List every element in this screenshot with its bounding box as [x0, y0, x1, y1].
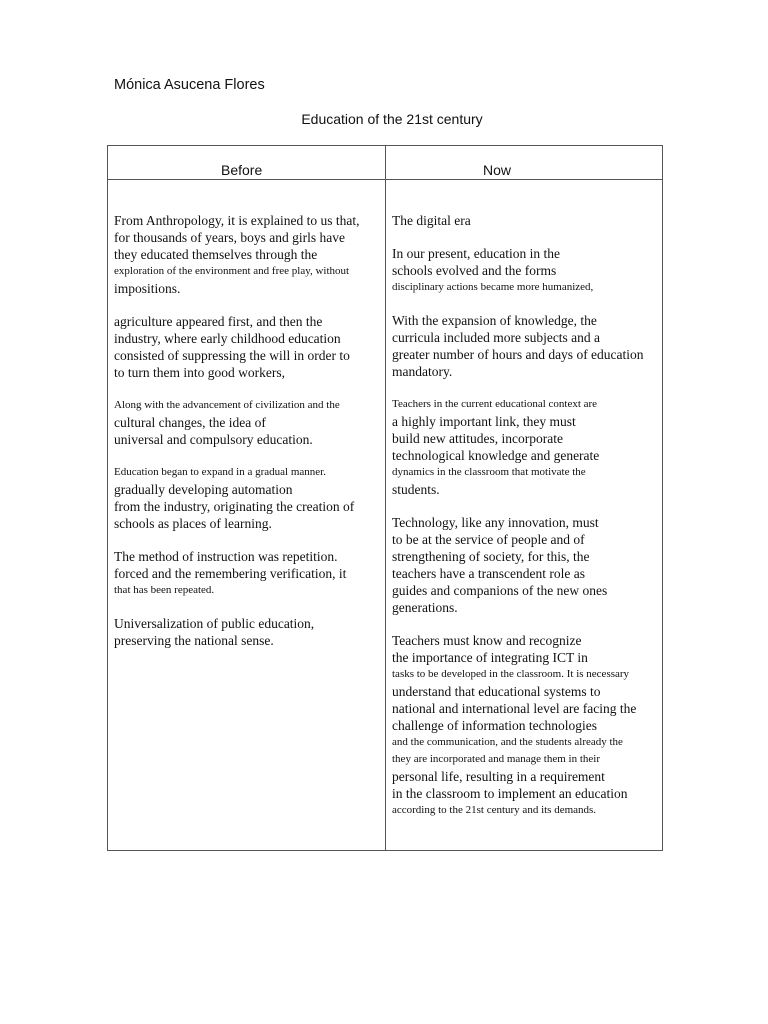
text-line: impositions.: [114, 281, 181, 296]
text-line: schools evolved and the forms: [392, 263, 557, 278]
text-line: teachers have a transcendent role as: [392, 566, 586, 581]
before-paragraph: [114, 397, 386, 448]
text-line: mandatory.: [392, 364, 453, 379]
text-line: The method of instruction was repetition.: [114, 549, 338, 564]
document-title: Education of the 21st century: [301, 111, 483, 127]
text-line: consisted of suppressing the will in order to: [114, 348, 350, 363]
text-line: exploration of the environment and free play, without: [114, 265, 350, 277]
paragraph-gap: [114, 532, 386, 548]
paragraph-gap: [392, 296, 664, 312]
text-line: Teachers must know and recognize: [392, 633, 582, 648]
text-line: Along with the advancement of civilization and the: [114, 399, 340, 411]
before-paragraph: [114, 212, 386, 297]
text-line: from the industry, originating the creation of: [114, 499, 355, 514]
text-line: disciplinary actions became more humanized,: [392, 281, 594, 293]
now-column-header: Now: [483, 162, 512, 178]
text-line: strengthening of society, for this, the: [392, 549, 590, 564]
text-line: industry, where early childhood education: [114, 331, 341, 346]
text-line: they educated themselves through the: [114, 247, 318, 262]
before-paragraph: [114, 615, 386, 649]
now-paragraph: [392, 514, 664, 616]
paragraph-gap: [114, 599, 386, 615]
text-line: students.: [392, 482, 440, 497]
paragraph-gap: [392, 498, 664, 514]
text-line: The digital era: [392, 213, 471, 228]
text-line: universal and compulsory education.: [114, 432, 313, 447]
text-line: cultural changes, the idea of: [114, 415, 266, 430]
text-line: schools as places of learning.: [114, 516, 272, 531]
text-line: Teachers in the current educational context are: [392, 398, 598, 410]
before-column-header: Before: [221, 162, 263, 178]
paragraph-gap: [392, 380, 664, 396]
text-line: technological knowledge and generate: [392, 448, 600, 463]
text-line: to turn them into good workers,: [114, 365, 285, 380]
before-column: [114, 212, 386, 649]
text-line: greater number of hours and days of education: [392, 347, 644, 362]
now-paragraph: [392, 212, 664, 229]
before-paragraph: [114, 313, 386, 381]
text-line: Education began to expand in a gradual manner.: [114, 466, 326, 478]
text-line: preserving the national sense.: [114, 633, 274, 648]
now-paragraph: [392, 312, 664, 380]
comparison-table: [107, 145, 663, 851]
before-paragraph: [114, 548, 386, 599]
text-line: a highly important link, they must: [392, 414, 576, 429]
now-paragraph: [392, 396, 664, 498]
header-divider: [108, 179, 662, 180]
text-line: With the expansion of knowledge, the: [392, 313, 597, 328]
now-paragraph: [392, 245, 664, 296]
text-line: build new attitudes, incorporate: [392, 431, 563, 446]
text-line: and the communication, and the students already the: [392, 736, 623, 748]
text-line: according to the 21st century and its demands.: [392, 804, 597, 816]
text-line: that has been repeated.: [114, 584, 215, 596]
author-name: Mónica Asucena Flores: [114, 77, 265, 93]
text-line: in the classroom to implement an education: [392, 786, 628, 801]
text-line: personal life, resulting in a requirement: [392, 769, 605, 784]
text-line: generations.: [392, 600, 458, 615]
paragraph-gap: [392, 229, 664, 245]
text-line: agriculture appeared first, and then the: [114, 314, 323, 329]
text-line: understand that educational systems to: [392, 684, 601, 699]
text-line: challenge of information technologies: [392, 718, 598, 733]
text-line: tasks to be developed in the classroom. It is necessary: [392, 668, 630, 680]
text-line: Technology, like any innovation, must: [392, 515, 599, 530]
text-line: forced and the remembering verification, it: [114, 566, 347, 581]
paragraph-gap: [114, 448, 386, 464]
text-line: dynamics in the classroom that motivate the: [392, 466, 586, 478]
paragraph-gap: [392, 616, 664, 632]
paragraph-gap: [114, 297, 386, 313]
text-line: national and international level are facing the: [392, 701, 637, 716]
text-line: the importance of integrating ICT in: [392, 650, 588, 665]
text-line: to be at the service of people and of: [392, 532, 585, 547]
text-line: for thousands of years, boys and girls have: [114, 230, 345, 245]
text-line: they are incorporated and manage them in their: [392, 753, 600, 765]
before-paragraph: [114, 464, 386, 532]
text-line: curricula included more subjects and a: [392, 330, 601, 345]
text-line: In our present, education in the: [392, 246, 560, 261]
now-column: [392, 212, 664, 819]
text-line: Universalization of public education,: [114, 616, 315, 631]
text-line: gradually developing automation: [114, 482, 293, 497]
text-line: From Anthropology, it is explained to us that,: [114, 213, 360, 228]
paragraph-gap: [114, 381, 386, 397]
text-line: guides and companions of the new ones: [392, 583, 608, 598]
now-paragraph: [392, 632, 664, 819]
